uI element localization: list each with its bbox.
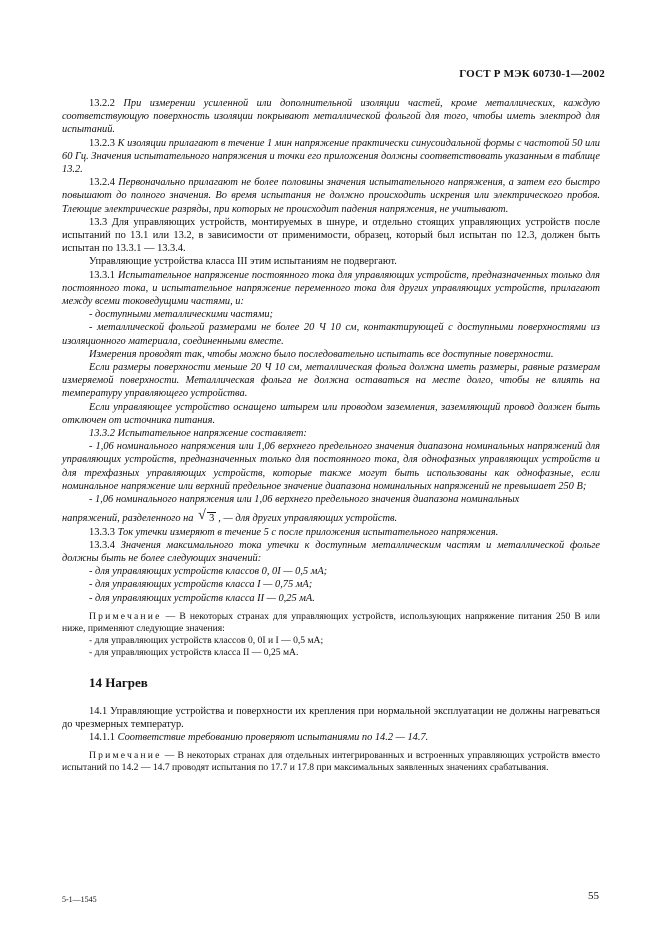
paragraph-13-3: 13.3 Для управляющих устройств, монтируемых в шнуре, и отдельно стоящих управляющих устройств после испытаний по 13.1 или 13.2, в зависимости от применимости, образец, который был испытан по 12.3, должен быть испытан по 13.3.1 — 13.3.4.	[62, 216, 600, 255]
clause-text: Первоначально прилагают не более половины значения испытательного напряжения, а затем его быстро повышают до полного значения. Во время испытания не должно происходить искрения или электрического пробоя. Тлеющие электрические разряды, при которых не происходит падения напряжения, не учитывают.	[62, 177, 600, 215]
radical-sign-icon: √	[198, 508, 206, 524]
clause-text: Ток утечки измеряют в течение 5 с после приложения испытательного напряжения.	[117, 526, 499, 538]
paragraph-13-2-3	[62, 137, 600, 177]
page-number: 55	[588, 890, 599, 902]
clause-number: 14.1.1	[89, 732, 115, 744]
list-item: - для управляющих устройств класса II — 0,25 мА.	[89, 592, 315, 604]
sqrt-formula	[198, 508, 216, 525]
clause-text: Соответствие требованию проверяют испытаниями по 14.2 — 14.7.	[117, 732, 429, 744]
clause-number: 13.3.4	[89, 539, 115, 551]
clause-number: 13.2.3	[89, 137, 115, 149]
formula-prefix: напряжений, разделенного на	[62, 513, 194, 525]
clause-text: Испытательное напряжение постоянного тока для управляющих устройств, предназначенных только для постоянного тока, и испытательное напряжение переменного тока для других управляющих устройств, прилагают между всеми токоведущими частями, и:	[62, 269, 600, 308]
list-item: - для управляющих устройств класса I — 0,75 мА;	[89, 579, 313, 591]
paragraph-foil-size: Если размеры поверхности меньше 20 Ч 10 см, металлическая фольга должна иметь размеры, равные размерам измеряемой поверхности. Металлическая фольга не должна оставаться на месте долго, чтобы не влиять на температуру управляющего устройства.	[62, 362, 600, 400]
paragraph-13-2-4	[62, 176, 600, 216]
clause-number: 13.3.3	[89, 526, 115, 538]
paragraph-13-3-3	[62, 526, 600, 539]
document-header: ГОСТ Р МЭК 60730-1—2002	[459, 68, 605, 80]
note-label: Примечание	[89, 750, 162, 762]
clause-number: 13.2.4	[89, 177, 115, 189]
clause-text: К изоляции прилагают в течение 1 мин напряжение практически синусоидальной формы с частотой 50 или 60 Гц. Значения испытательного напряжения и точки его приложения должны соответствовать указанным в таблице 13.2.	[62, 137, 600, 176]
section-heading: 14 Нагрев	[89, 674, 148, 690]
clause-number: 13.2.2	[89, 98, 115, 109]
paragraph-14-1-1	[62, 731, 600, 744]
paragraph-13-2-2	[62, 97, 600, 137]
clause-text: При измерении усиленной или дополнительной изоляции частей, кроме металлических, каждую соответствующую поверхность изоляции покрывают металлической фольгой для того, чтобы иметь электрод для испытаний.	[62, 98, 600, 136]
paragraph-14-1: 14.1 Управляющие устройства и поверхности их крепления при нормальной эксплуатации не должны нагреваться до чрезмерных температур.	[62, 705, 600, 730]
clause-number: 13.3.1	[89, 269, 115, 281]
note-list-item: - для управляющих устройств класса II — 0,25 мА.	[89, 646, 299, 658]
note-text: — В некоторых странах для управляющих устройств, использующих напряжение питания 250 В или ниже, применяют следующие значения:	[62, 610, 600, 634]
note-label: Примечание	[89, 610, 162, 622]
paragraph-sqrt-formula	[62, 508, 600, 525]
paragraph-13-3-2: 13.3.2 Испытательное напряжение составляет:	[89, 428, 307, 440]
note-2	[62, 750, 600, 774]
paragraph-measurements: Измерения проводят так, чтобы можно было последовательно испытать все доступные поверхности.	[89, 348, 554, 360]
print-code: 5-1—1545	[62, 895, 97, 904]
sqrt-value: 3	[209, 513, 215, 525]
formula-suffix: , — для других управляющих устройств.	[218, 513, 398, 525]
clause-text: Значения максимального тока утечки к доступным металлическим частям и металлической фольге должны быть не более следующих значений:	[62, 539, 600, 564]
paragraph-13-3-1	[62, 269, 600, 309]
list-item: - 1,06 номинального напряжения или 1,06 верхнего предельного значения диапазона номинальных	[89, 494, 520, 506]
note-1	[62, 611, 600, 635]
document-body	[62, 97, 600, 774]
note-text: — В некоторых странах для отдельных интегрированных и встроенных управляющих устройств вместо испытаний по 14.2 — 14.7 проводят испытания по 17.7 и 17.8 при максимальных заявленных значениях срабатывания.	[62, 750, 600, 774]
list-item: - металлической фольгой размерами не более 20 Ч 10 см, контактирующей с доступными поверхностями из изоляционного материала, соединенными вместе.	[62, 322, 600, 347]
paragraph-13-3-4	[62, 539, 600, 565]
list-item: - 1,06 номинального напряжения или 1,06 верхнего предельного значения диапазона номинальных напряжений для управляющих устройств, предназначенных только для постоянного тока, для однофазных управляющих устройств и для трехфазных управляющих устройств, которые также могут быть использованы как однофазные, если номинальное напряжение или верхний предельное значение диапазона номинальных напряжений не превышает 250 В;	[62, 441, 600, 492]
list-item: - доступными металлическими частями;	[89, 309, 274, 321]
paragraph-class-iii: Управляющие устройства класса III этим испытаниям не подвергают.	[89, 256, 397, 268]
list-item: - для управляющих устройств классов 0, 0I — 0,5 мА;	[89, 566, 328, 578]
note-list-item: - для управляющих устройств классов 0, 0I и I — 0,5 мА;	[89, 634, 324, 646]
paragraph-earthing: Если управляющее устройство оснащено штырем или проводом заземления, заземляющий провод должен быть отключен от источника питания.	[62, 401, 600, 426]
